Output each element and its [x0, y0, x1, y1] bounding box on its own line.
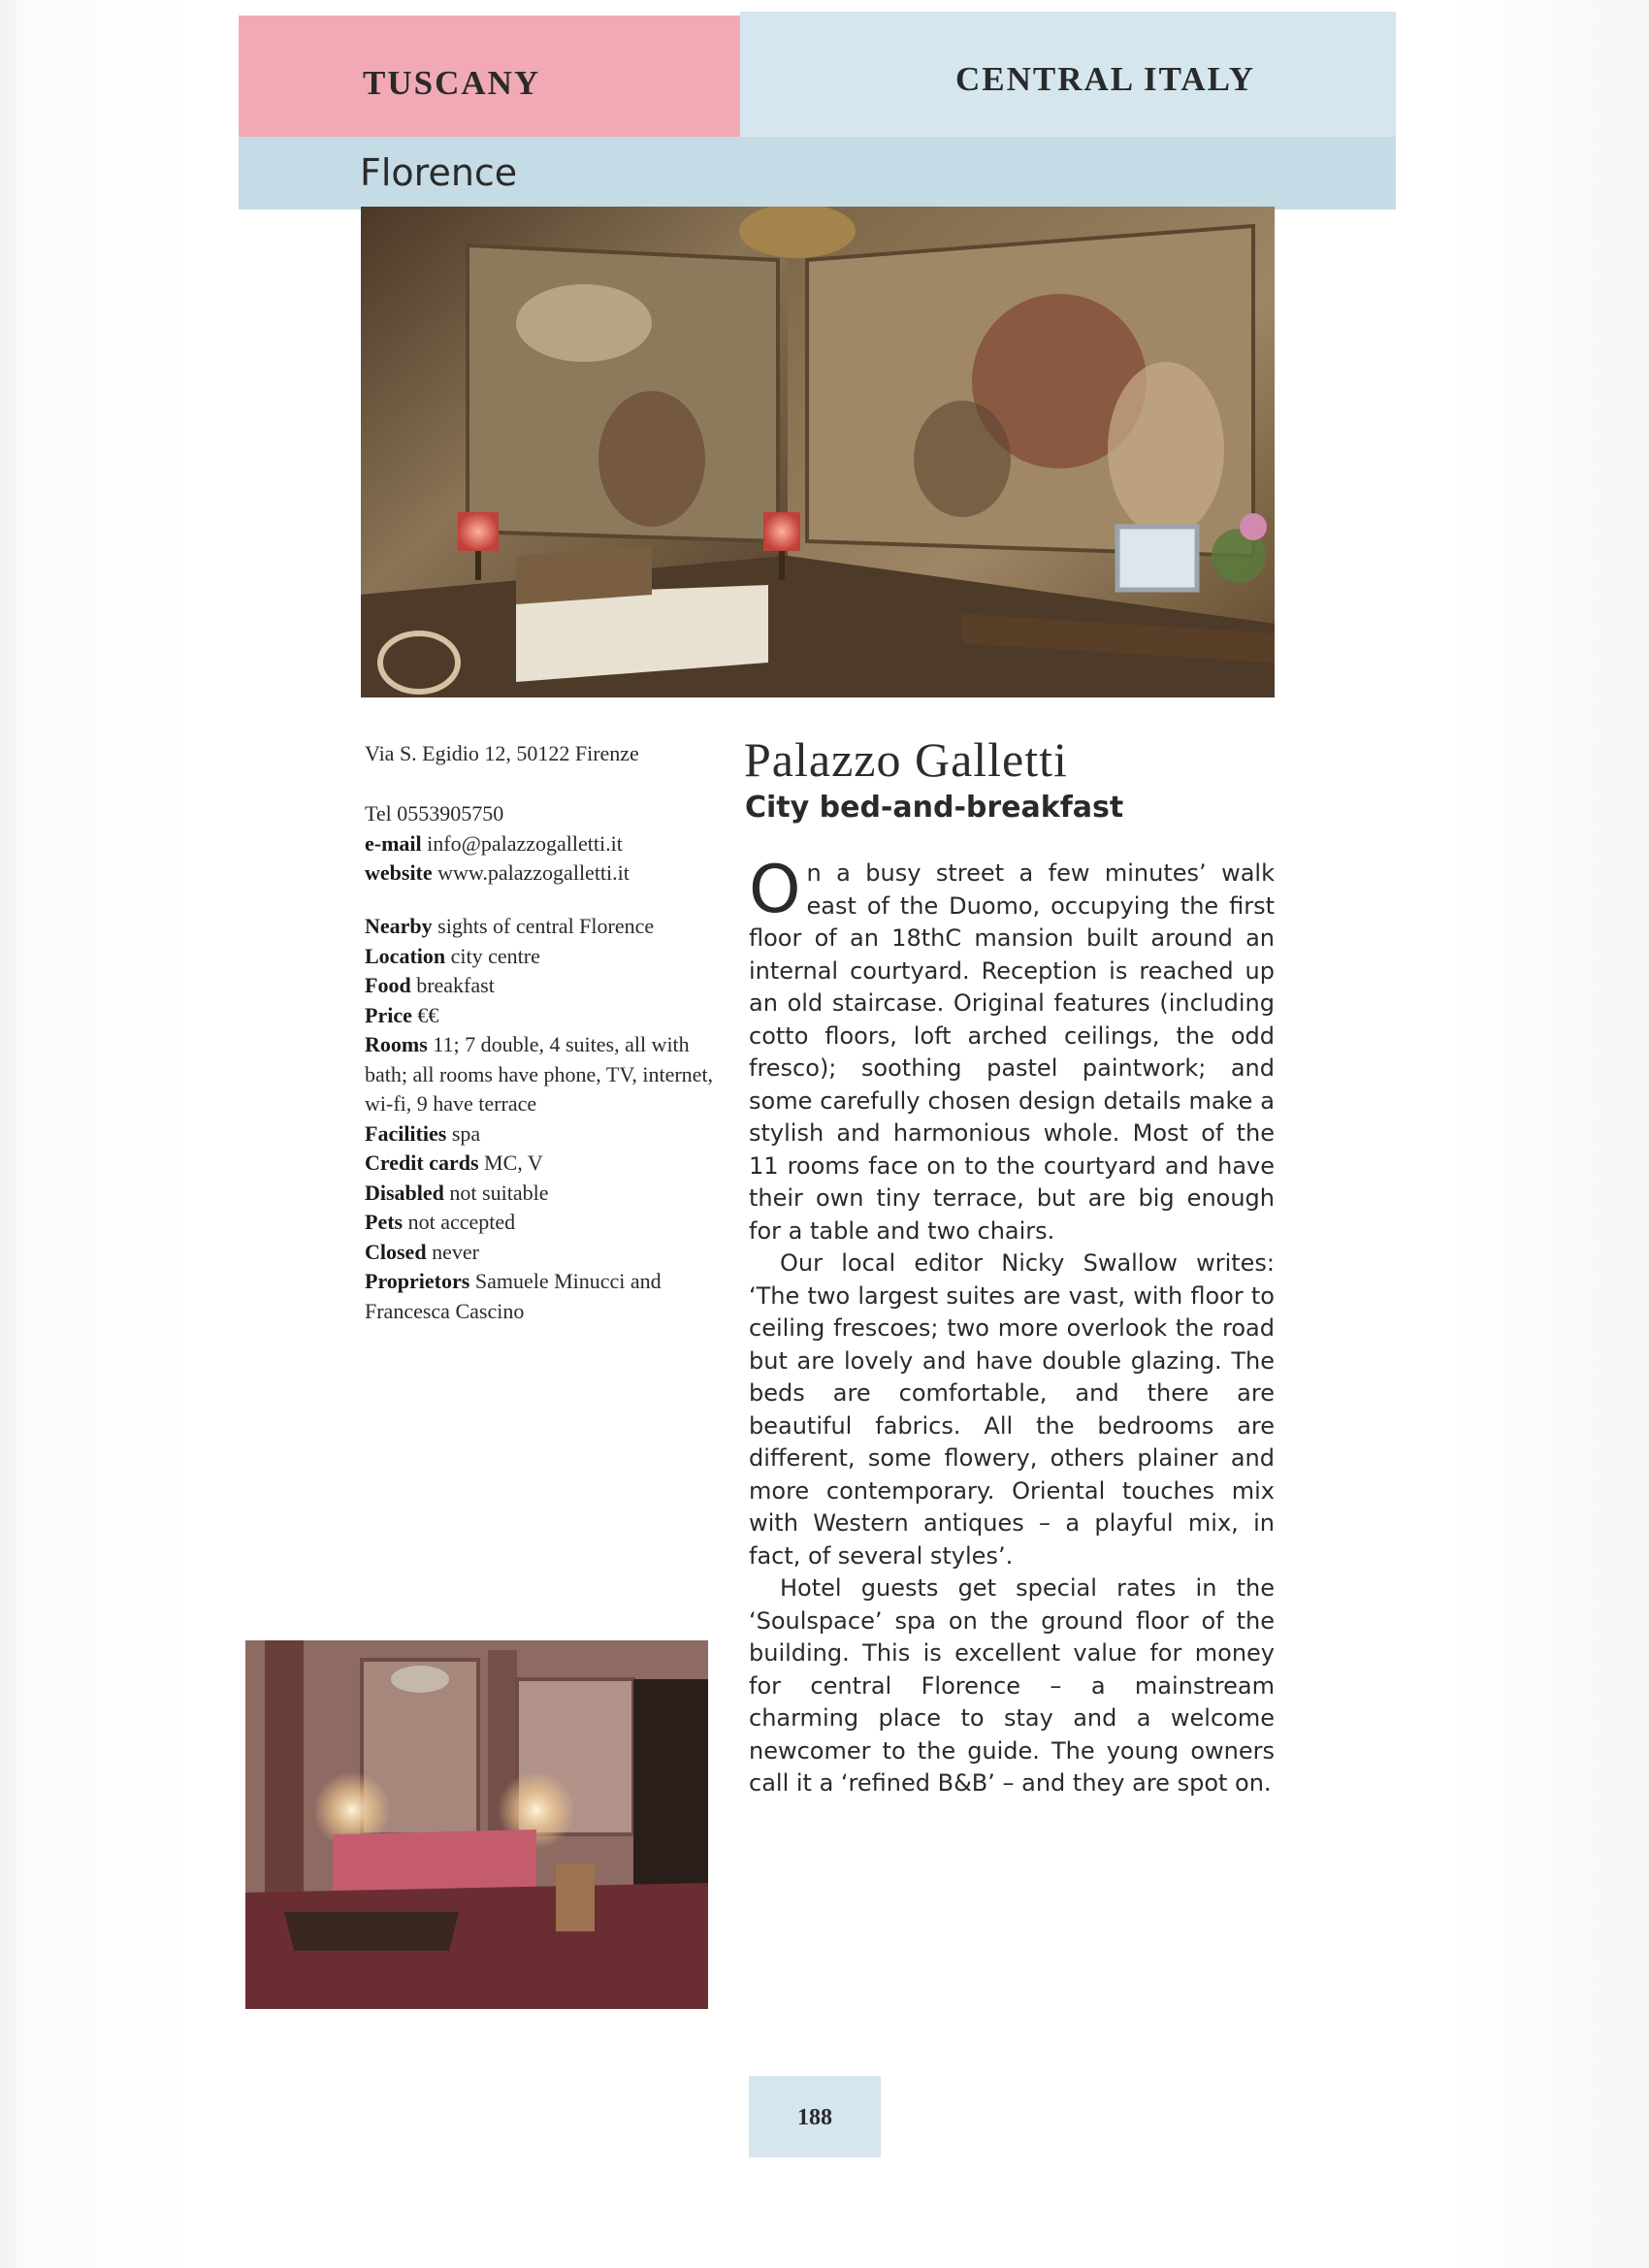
detail-price: Price €€: [365, 1002, 439, 1027]
details-list: [365, 912, 714, 1326]
article-body: [749, 852, 1275, 1800]
lounge-room-photo: [245, 1640, 708, 2009]
page-number: 188: [797, 2105, 832, 2130]
contact-block: [365, 799, 714, 889]
detail-food: Food breakfast: [365, 973, 495, 997]
email[interactable]: e-mail info@palazzogalletti.it: [365, 830, 623, 856]
detail-nearby: Nearby sights of central Florence: [365, 914, 655, 938]
address: Via S. Egidio 12, 50122 Firenze: [365, 741, 639, 765]
country-label: CENTRAL ITALY: [955, 60, 1256, 98]
region-label: TUSCANY: [363, 64, 541, 102]
hotel-name: Palazzo Galletti: [744, 732, 1068, 787]
detail-credit-cards: Credit cards MC, V: [365, 1150, 543, 1175]
bedroom-fresco-photo: [361, 207, 1275, 697]
hotel-type: City bed-and-breakfast: [745, 791, 1124, 825]
article-paragraph-3: Hotel guests get special rates in the ‘Soulspace’ spa on the ground floor of the building. This is excellent value for money for central Florence – a mainstream charming place to stay and a welcome newcomer to the guide. The young owners call it a ‘refined B&B’ – and they are spot on.: [749, 1574, 1275, 1797]
drop-cap: O: [749, 852, 801, 928]
website[interactable]: website www.palazzogalletti.it: [365, 860, 630, 885]
detail-disabled: Disabled not suitable: [365, 1180, 549, 1205]
city-label: Florence: [360, 151, 518, 194]
detail-proprietors: Proprietors Samuele Minucci and Francesca Cascino: [365, 1269, 662, 1323]
detail-pets: Pets not accepted: [365, 1210, 516, 1234]
detail-rooms: Rooms 11; 7 double, 4 suites, all with bath; all rooms have phone, TV, internet, wi-fi, 9 have terrace: [365, 1032, 714, 1116]
article-paragraph-2: Our local editor Nicky Swallow writes: ‘The two largest suites are vast, with floor to ceiling frescoes; two more overlook the road but are lovely and have double glazing. The beds are comfortable, and there are beautiful fabrics. All the bedrooms are different, some flowery, others plainer and more contemporary. Oriental touches mix with Western antiques – a playful mix, in fact, of several styles’.: [749, 1249, 1275, 1570]
detail-location: Location city centre: [365, 943, 540, 968]
article-paragraph-1: On a busy street a few minutes’ walk east of the Duomo, occupying the first floor of an 18thC mansion built around an internal courtyard. Reception is reached up an old staircase. Original features (including cotto floors, loft arched ceilings, the odd fresco); soothing pastel paintwork; and some carefully chosen design details make a stylish and harmonious whole. Most of the 11 rooms face on to the courtyard and have their own tiny terrace, but are big enough for a table and two chairs.: [749, 852, 1275, 1245]
detail-facilities: Facilities spa: [365, 1120, 481, 1146]
telephone: Tel 0553905750: [365, 801, 504, 826]
detail-closed: Closed never: [365, 1239, 479, 1264]
